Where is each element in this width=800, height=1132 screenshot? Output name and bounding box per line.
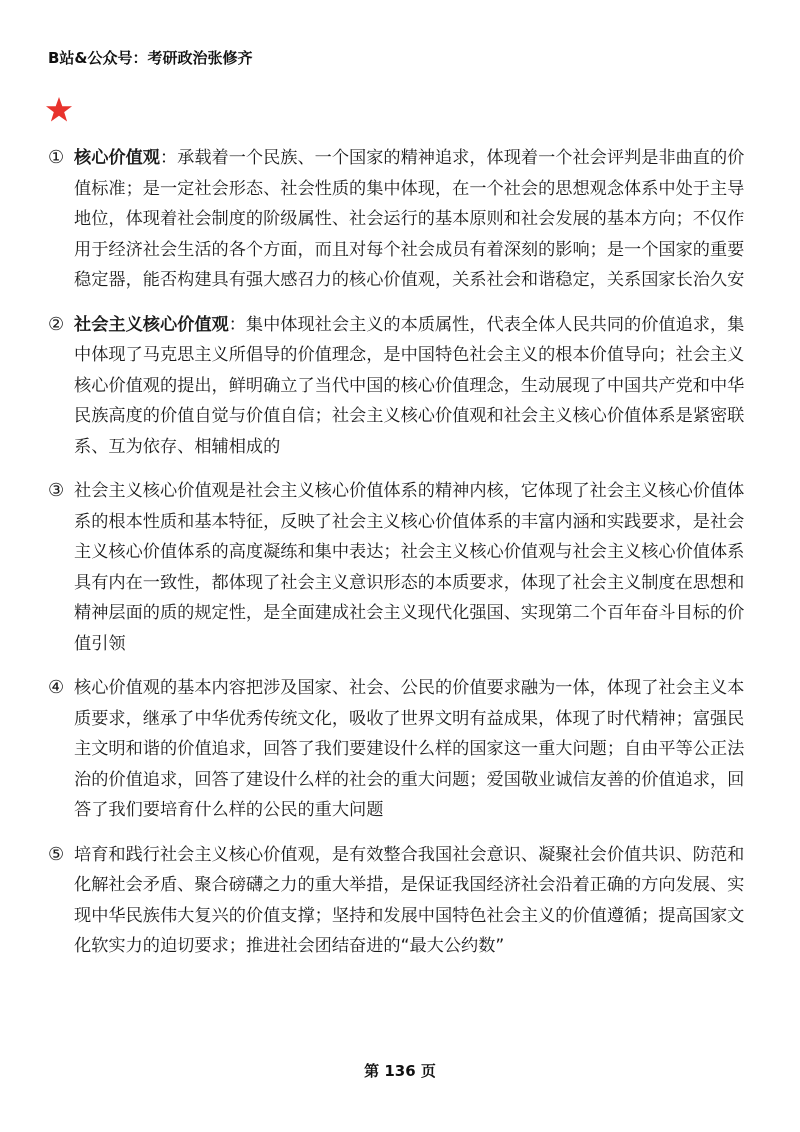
body-text-segment: 富强民主文明和谐的价值追求， [74,708,745,759]
star-shape [46,97,72,122]
list-item [48,840,758,962]
body-text-segment: 回答了建设什么样的社会的重大问题； [194,769,487,790]
body-text-segment: 都体现了社会主义意识形态的本质要求，体现了社会主义制度在思想和精神层面的质的规定性，是全面建成社会主义现代化强国、实现第二个百年奋斗目标的价值引领 [74,572,745,654]
body-text-segment: 承载着一个民族、一个国家的精神追求，体现着一个社会评判是非曲直的价值标准；是一定社会形态、社会性质的集中体现， [74,148,745,199]
item-term: 核心价值观 [74,148,160,168]
content [48,143,758,976]
page-number: 第 136 页 [364,1062,436,1080]
list-item [48,143,758,296]
body-text-segment: 社会主义核心价值观和社会主义核心价值体系是紧密联系、互为依存、相辅相成的 [74,406,745,457]
list-item [48,673,758,826]
body-text-segment: 坚持和发展中国特色社会主义的价值遵循；提高国家文化软实力的迫切要求；推进社会团结奋进的“最大公约数” [74,905,745,956]
item-body [74,315,744,457]
body-text-segment: 核心价值观的基本内容把涉及国家、社会、公民的价值要求融为一体， [74,678,607,698]
item-term: 社会主义核心价值观 [74,314,229,335]
page-header: B站&公众号：考研政治张修齐 [48,49,253,67]
item-number: ③ [48,480,65,501]
body-text-segment: 社会主义核心价值观与社会主义核心价值体系具有内在一致性， [74,542,745,593]
body-text-segment: 在一个社会的思想观念体系中处于主导地位，体现着社会制度的阶级属性、社会运行的基本原则和社会发展的基本方向； [74,178,745,229]
list-item [48,476,758,659]
item-body [74,481,744,654]
body-text-segment: ：集中体现社会主义的本质属性，代表全体人民共同的价值追求，集中体现了马克思主义所倡导的价值理念，是中国特色社会主义的根本价值导向； [74,314,745,365]
body-text-segment: 鲜明确立了当代中国的核心价值理念，生动展现了中国共产党和中华民族高度的价值自觉与价值自信； [74,375,745,426]
body-text-segment: 社会主义核心价值观的提出， [74,345,745,396]
body-text-segment: 回答了我们要培育什么样的公民的重大问题 [74,769,745,820]
body-text-segment: 爱国敬业诚信友善的价值追求， [486,769,728,790]
item-body [74,845,744,957]
body-text-segment: ： [159,148,178,168]
item-number: ① [48,147,65,168]
body-text-segment: 是一个国家的重要稳定器，能否构建具有强大感召力的核心价值观，关系社会和谐稳定，关系国家长治久安 [74,239,745,290]
item-number: ④ [48,677,65,698]
body-text-segment: 它体现了社会主义核心价值体系的根本性质和基本特征，反映了社会主义核心价值体系的丰富内涵和实践要求，是社会主义核心价值体系的高度凝练和集中表达； [74,481,745,562]
body-text-segment: 回答了我们要建设什么样的国家这一重大问题； [263,739,625,759]
item-body [74,148,744,290]
body-text-segment: 不仅作用于经济社会生活的各个方面，而且对每个社会成员有着深刻的影响； [74,209,745,260]
body-text-segment: 体现了社会主义本质要求，继承了中华优秀传统文化，吸收了世界文明有益成果，体现了时代精神； [74,678,745,729]
item-number: ② [48,313,65,335]
item-number: ⑤ [48,843,65,865]
body-text-segment: 培育和践行社会主义核心价值观，是有效整合我国社会意识、凝聚社会价值共识、防范和化解社会矛盾、聚合磅礴之力的重大举措，是保证我国经济社会沿着正确的方向发展、实现中华民族伟大复兴的价值支撑； [74,844,745,926]
body-text-segment: 社会主义核心价值观是社会主义核心价值体系的精神内核， [74,481,521,501]
list-item [48,310,758,463]
item-body [74,678,744,820]
body-text-segment: 自由平等公正法治的价值追求， [74,739,745,790]
star-icon [45,96,73,124]
